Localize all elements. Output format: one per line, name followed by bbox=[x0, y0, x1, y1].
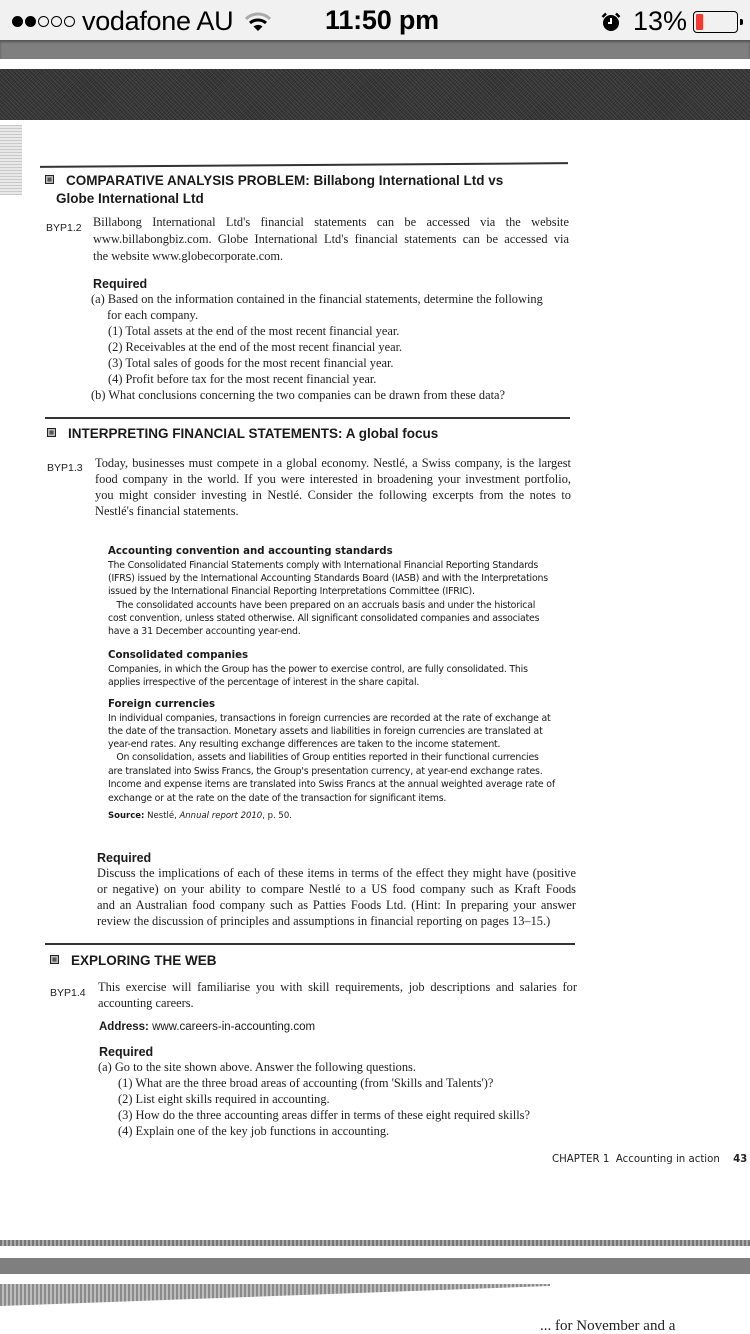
scan-shadow-next-page bbox=[0, 1284, 550, 1306]
section-heading-comparative bbox=[45, 172, 503, 208]
list-item: (b) What conclusions concerning the two companies can be drawn from these data? bbox=[91, 388, 506, 402]
excerpt-line: are translated into Swiss Francs, the Group's presentation currency, at year-end exchange rates. bbox=[108, 766, 543, 777]
excerpt-line: The Consolidated Financial Statements comply with International Financial Reporting Standards bbox=[108, 560, 539, 571]
excerpt-line: Companies, in which the Group has the power to exercise control, are fully consolidated. This bbox=[108, 664, 528, 675]
source-label: Source: bbox=[108, 811, 145, 821]
section-heading-exploring bbox=[50, 952, 217, 970]
excerpt-line: On consolidation, assets and liabilities of Group entities reported in their functional currencies bbox=[108, 752, 539, 763]
excerpt-line: exchange or at the rate on the date of the transaction for significant items. bbox=[108, 793, 447, 804]
excerpt-line: Income and expense items are translated into Swiss Francs at the annual weighted average rate of bbox=[108, 779, 555, 790]
status-bar bbox=[0, 0, 750, 40]
body-line: you might consider investing in Nestlé. Consider the following excerpts from the notes to bbox=[95, 488, 571, 502]
excerpt-line: (IFRS) issued by the International Accounting Standards Board (IASB) and with the Interpretations bbox=[108, 573, 548, 584]
excerpt-line: issued by the International Financial Reporting Interpretations Committee (IFRIC). bbox=[108, 586, 475, 597]
list-item: for each company. bbox=[107, 308, 199, 322]
list-item: (1) Total assets at the end of the most recent financial year. bbox=[108, 324, 400, 338]
excerpt-line: have a 31 December accounting year-end. bbox=[108, 626, 301, 637]
excerpt-line: year-end rates. Any resulting exchange differences are taken to the income statement. bbox=[108, 739, 501, 750]
body-line: and an Australian food company such as Patties Foods Ltd. (Hint: In preparing your answer bbox=[97, 898, 576, 912]
wifi-icon bbox=[245, 12, 271, 32]
page-separator bbox=[0, 1258, 750, 1274]
body-line: www.billabongbiz.com. Globe International Ltd's financial statements can be accessed via bbox=[93, 232, 569, 246]
battery-fill bbox=[696, 14, 703, 30]
section-title-line: COMPARATIVE ANALYSIS PROBLEM: Billabong International Ltd vs bbox=[66, 173, 504, 188]
body-line: Discuss the implications of each of these items in terms of the effect they might have (positive bbox=[97, 866, 576, 880]
next-page-fragment: ... for November and a bbox=[540, 1318, 676, 1334]
section-title: EXPLORING THE WEB bbox=[71, 953, 217, 968]
body-line: accounting careers. bbox=[98, 996, 194, 1010]
required-heading: Required bbox=[97, 851, 152, 865]
scan-edge-bottom bbox=[0, 1240, 750, 1246]
signal-dot bbox=[64, 16, 75, 27]
alarm-icon bbox=[601, 12, 621, 32]
required-heading: Required bbox=[93, 277, 148, 291]
source-title: Annual report 2010 bbox=[179, 811, 263, 821]
address-url: www.careers-in-accounting.com bbox=[152, 1021, 316, 1033]
required-heading: Required bbox=[99, 1045, 154, 1059]
body-line: review the discussion of principles and assumptions in financial reporting on pages 13–15.) bbox=[97, 914, 551, 928]
list-item: (4) Profit before tax for the most recent financial year. bbox=[108, 372, 377, 386]
battery-tip bbox=[740, 19, 743, 25]
excerpt-heading: Foreign currencies bbox=[108, 699, 216, 710]
body-line: the website www.globecorporate.com. bbox=[93, 249, 284, 263]
body-line: Billabong International Ltd's financial statements can be accessed via the website bbox=[93, 215, 569, 229]
excerpt-line: In individual companies, transactions in foreign currencies are recorded at the rate of exchange at bbox=[108, 713, 551, 724]
signal-dots-icon bbox=[12, 16, 75, 27]
page-footer bbox=[552, 1154, 747, 1165]
excerpt-line: cost convention, unless stated otherwise. All significant consolidated companies and associates bbox=[108, 613, 540, 624]
section-heading-interpreting bbox=[47, 425, 438, 443]
body-line: This exercise will familiarise you with skill requirements, job descriptions and salaries for bbox=[98, 980, 577, 994]
body-line: food company in the world. If you were interested in broadening your investment portfolio, bbox=[95, 472, 571, 486]
body-line: or negative) on your ability to compare Nestlé to a US food company such as Kraft Foods bbox=[97, 882, 576, 896]
list-item: (4) Explain one of the key job functions in accounting. bbox=[118, 1124, 390, 1138]
section-title: INTERPRETING FINANCIAL STATEMENTS: A global focus bbox=[68, 426, 439, 441]
status-left bbox=[12, 6, 271, 37]
page-edge bbox=[0, 125, 22, 195]
carrier-name: vodafone AU bbox=[82, 6, 234, 36]
excerpt-line: the date of the transaction. Monetary assets and liabilities in foreign currencies are translated at bbox=[108, 726, 543, 737]
status-right bbox=[601, 6, 738, 37]
status-time: 11:50 pm bbox=[325, 5, 439, 35]
section-marker-icon bbox=[47, 428, 56, 437]
signal-dot bbox=[51, 16, 62, 27]
battery-icon bbox=[693, 11, 738, 33]
list-item: (1) What are the three broad areas of accounting (from 'Skills and Talents')? bbox=[118, 1076, 494, 1090]
excerpt-heading: Accounting convention and accounting standards bbox=[108, 546, 393, 557]
problem-label: BYP1.3 bbox=[47, 462, 83, 474]
problem-label: BYP1.4 bbox=[50, 987, 86, 999]
section-marker-icon bbox=[50, 955, 59, 964]
toolbar-separator bbox=[0, 40, 750, 59]
excerpt-line: applies irrespective of the percentage of interest in the share capital. bbox=[108, 677, 420, 688]
source-company: Nestlé, bbox=[147, 811, 177, 821]
section-title-line: Globe International Ltd bbox=[56, 191, 204, 206]
section-marker-icon bbox=[45, 175, 54, 184]
source-page: , p. 50. bbox=[262, 811, 292, 821]
signal-dot bbox=[38, 16, 49, 27]
list-item: (2) List eight skills required in accounting. bbox=[118, 1092, 330, 1106]
list-item: (3) Total sales of goods for the most recent financial year. bbox=[108, 356, 394, 370]
list-item: (a) Go to the site shown above. Answer the following questions. bbox=[98, 1060, 416, 1074]
body-line: Today, businesses must compete in a global economy. Nestlé, a Swiss company, is the largest bbox=[95, 456, 571, 470]
problem-label: BYP1.2 bbox=[46, 222, 82, 234]
list-item: (3) How do the three accounting areas differ in terms of these eight required skills? bbox=[118, 1108, 530, 1122]
web-address bbox=[99, 1021, 315, 1033]
chapter-title: CHAPTER 1 Accounting in action bbox=[552, 1154, 720, 1165]
list-item: (a) Based on the information contained in the financial statements, determine the following bbox=[91, 292, 543, 306]
excerpt-source bbox=[108, 811, 292, 821]
signal-dot bbox=[12, 16, 23, 27]
section-divider bbox=[45, 417, 570, 419]
list-item: (2) Receivables at the end of the most recent financial year. bbox=[108, 340, 403, 354]
excerpt-line: The consolidated accounts have been prepared on an accruals basis and under the historical bbox=[108, 600, 536, 611]
page-number: 43 bbox=[733, 1154, 748, 1165]
section-divider bbox=[45, 943, 575, 945]
address-label: Address: bbox=[99, 1021, 149, 1033]
battery-percent: 13% bbox=[632, 6, 687, 36]
page-curl bbox=[0, 120, 750, 180]
signal-dot bbox=[25, 16, 36, 27]
excerpt-heading: Consolidated companies bbox=[108, 650, 249, 661]
body-line: Nestlé's financial statements. bbox=[95, 504, 239, 518]
